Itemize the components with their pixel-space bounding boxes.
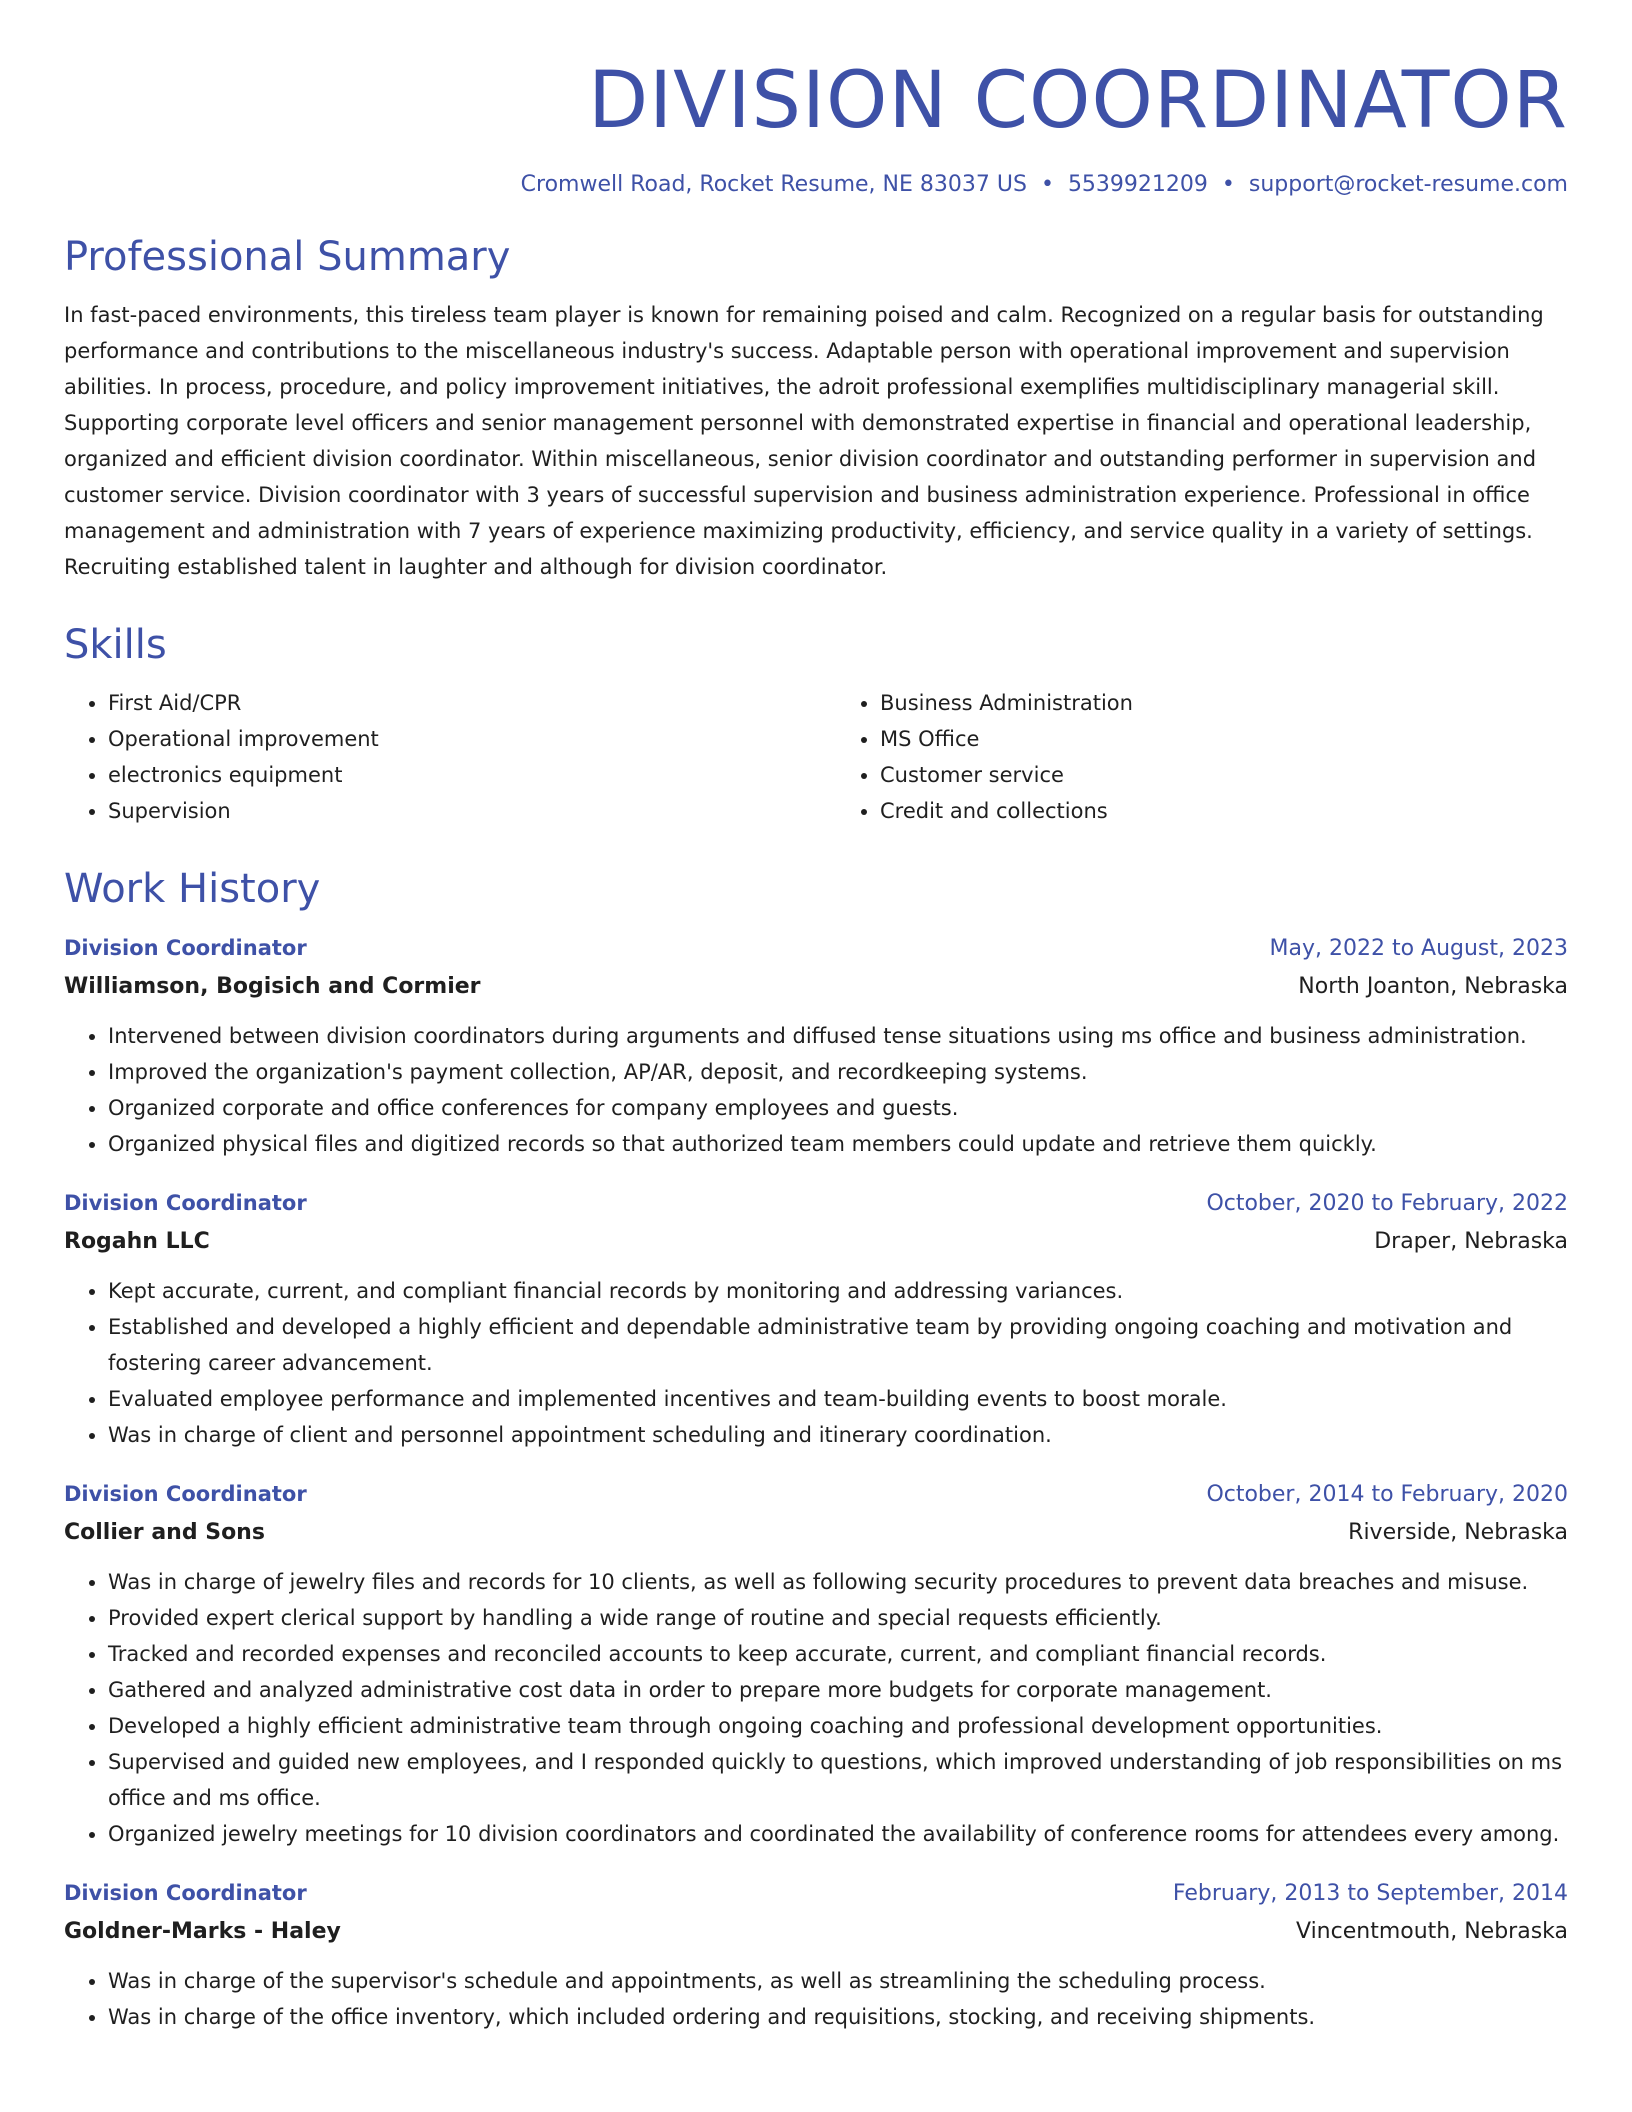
job-company-row <box>64 1223 1568 1261</box>
job-bullet: • Developed a highly efficient administrative team through ongoing coaching and professional development opportunities. <box>108 1708 1568 1744</box>
contact-line <box>64 172 1568 197</box>
job-company-row <box>64 968 1568 1006</box>
job-header-row <box>64 1475 1568 1514</box>
job-bullet: • Was in charge of jewelry files and records for 10 clients, as well as following security procedures to prevent data breaches and misuse. <box>108 1564 1568 1600</box>
job-bullet: • Intervened between division coordinators during arguments and diffused tense situations using ms office and business administration. <box>108 1018 1568 1054</box>
job-entry <box>64 1874 1568 2035</box>
job-bullet: • Improved the organization's payment collection, AP/AR, deposit, and recordkeeping systems. <box>108 1054 1568 1090</box>
work-history-heading: Work History <box>64 866 321 912</box>
job-bullet: • Organized physical files and digitized records so that authorized team members could update and retrieve them quickly. <box>108 1126 1568 1162</box>
job-bullet: • Gathered and analyzed administrative cost data in order to prepare more budgets for corporate management. <box>108 1672 1568 1708</box>
job-company-row <box>64 1913 1568 1951</box>
job-bullet: • Was in charge of the office inventory, which included ordering and requisitions, stocking, and receiving shipments. <box>108 1999 1568 2035</box>
job-company: Rogahn LLC <box>64 1229 210 1254</box>
skill-item: • electronics equipment <box>108 757 796 793</box>
job-header-row <box>64 1184 1568 1223</box>
summary-section <box>64 231 1568 585</box>
job-title: Division Coordinator <box>64 1881 307 1905</box>
job-dates: February, 2013 to September, 2014 <box>1172 1881 1568 1906</box>
contact-address: Cromwell Road, Rocket Resume, NE 83037 US <box>520 172 1027 197</box>
job-location: Vincentmouth, Nebraska <box>1296 1919 1568 1944</box>
job-entry <box>64 929 1568 1162</box>
job-bullets <box>64 1564 1568 1852</box>
job-entry <box>64 1184 1568 1453</box>
job-location: North Joanton, Nebraska <box>1298 974 1568 999</box>
skills-grid <box>64 685 1568 829</box>
work-history-section <box>64 863 1568 2035</box>
job-title: Division Coordinator <box>64 936 307 960</box>
job-bullet: • Evaluated employee performance and implemented incentives and team-building events to boost morale. <box>108 1381 1568 1417</box>
job-bullets <box>64 1018 1568 1162</box>
skills-list-right <box>836 685 1568 829</box>
job-entry <box>64 1475 1568 1852</box>
job-company: Collier and Sons <box>64 1520 265 1545</box>
job-bullet: • Kept accurate, current, and compliant financial records by monitoring and addressing variances. <box>108 1273 1568 1309</box>
job-bullet: • Tracked and recorded expenses and reconciled accounts to keep accurate, current, and compliant financial records. <box>108 1636 1568 1672</box>
job-bullet: • Organized jewelry meetings for 10 division coordinators and coordinated the availability of conference rooms for attendees every among. <box>108 1816 1568 1852</box>
skill-item: • Customer service <box>880 757 1568 793</box>
job-company: Williamson, Bogisich and Cormier <box>64 974 481 999</box>
contact-separator: • <box>1221 172 1235 197</box>
job-title: Division Coordinator <box>64 1191 307 1215</box>
job-bullet: • Organized corporate and office conferences for company employees and guests. <box>108 1090 1568 1126</box>
job-title: Division Coordinator <box>64 1482 307 1506</box>
job-dates: October, 2020 to February, 2022 <box>1206 1191 1568 1216</box>
job-company-row <box>64 1514 1568 1552</box>
skill-item: • First Aid/CPR <box>108 685 796 721</box>
skills-heading: Skills <box>64 622 167 668</box>
skill-item: • MS Office <box>880 721 1568 757</box>
contact-phone: 5539921209 <box>1067 172 1208 197</box>
job-bullet: • Supervised and guided new employees, and I responded quickly to questions, which improved understanding of job responsibilities on ms office and ms office. <box>108 1744 1568 1816</box>
skills-section <box>64 619 1568 829</box>
skills-list-left <box>64 685 796 829</box>
job-location: Draper, Nebraska <box>1374 1229 1568 1254</box>
job-dates: October, 2014 to February, 2020 <box>1206 1482 1568 1507</box>
job-bullets <box>64 1963 1568 2035</box>
job-header-row <box>64 1874 1568 1913</box>
summary-heading: Professional Summary <box>64 234 511 280</box>
skill-item: • Operational improvement <box>108 721 796 757</box>
skill-item: • Business Administration <box>880 685 1568 721</box>
job-bullet: • Was in charge of client and personnel appointment scheduling and itinerary coordination. <box>108 1417 1568 1453</box>
job-company: Goldner-Marks - Haley <box>64 1919 341 1944</box>
job-header-row <box>64 929 1568 968</box>
job-bullet: • Established and developed a highly efficient and dependable administrative team by providing ongoing coaching and motivation and fostering career advancement. <box>108 1309 1568 1381</box>
job-bullet: • Provided expert clerical support by handling a wide range of routine and special requests efficiently. <box>108 1600 1568 1636</box>
job-location: Riverside, Nebraska <box>1348 1520 1568 1545</box>
contact-email: support@rocket-resume.com <box>1248 172 1568 197</box>
skill-item: • Supervision <box>108 793 796 829</box>
job-bullet: • Was in charge of the supervisor's schedule and appointments, as well as streamlining the scheduling process. <box>108 1963 1568 1999</box>
contact-separator: • <box>1040 172 1054 197</box>
resume-name: DIVISION COORDINATOR <box>588 56 1568 146</box>
summary-text: In fast-paced environments, this tireless team player is known for remaining poised and calm. Recognized on a regular basis for outstanding performance and contributions to the miscellaneous industry's success. Adaptable person with operational improvement and supervision abilities. In process, procedure, and policy improvement initiatives, the adroit professional exemplifies multidisciplinary managerial skill. Supporting corporate level officers and senior management personnel with demonstrated expertise in financial and operational leadership, organized and efficient division coordinator. Within miscellaneous, senior division coordinator and outstanding performer in supervision and customer service. Division coordinator with 3 years of successful supervision and business administration experience. Professional in office management and administration with 7 years of experience maximizing productivity, efficiency, and service quality in a variety of settings. Recruiting established talent in laughter and although for division coordinator. <box>64 303 1544 579</box>
job-dates: May, 2022 to August, 2023 <box>1269 936 1568 961</box>
skill-item: • Credit and collections <box>880 793 1568 829</box>
job-bullets <box>64 1273 1568 1453</box>
